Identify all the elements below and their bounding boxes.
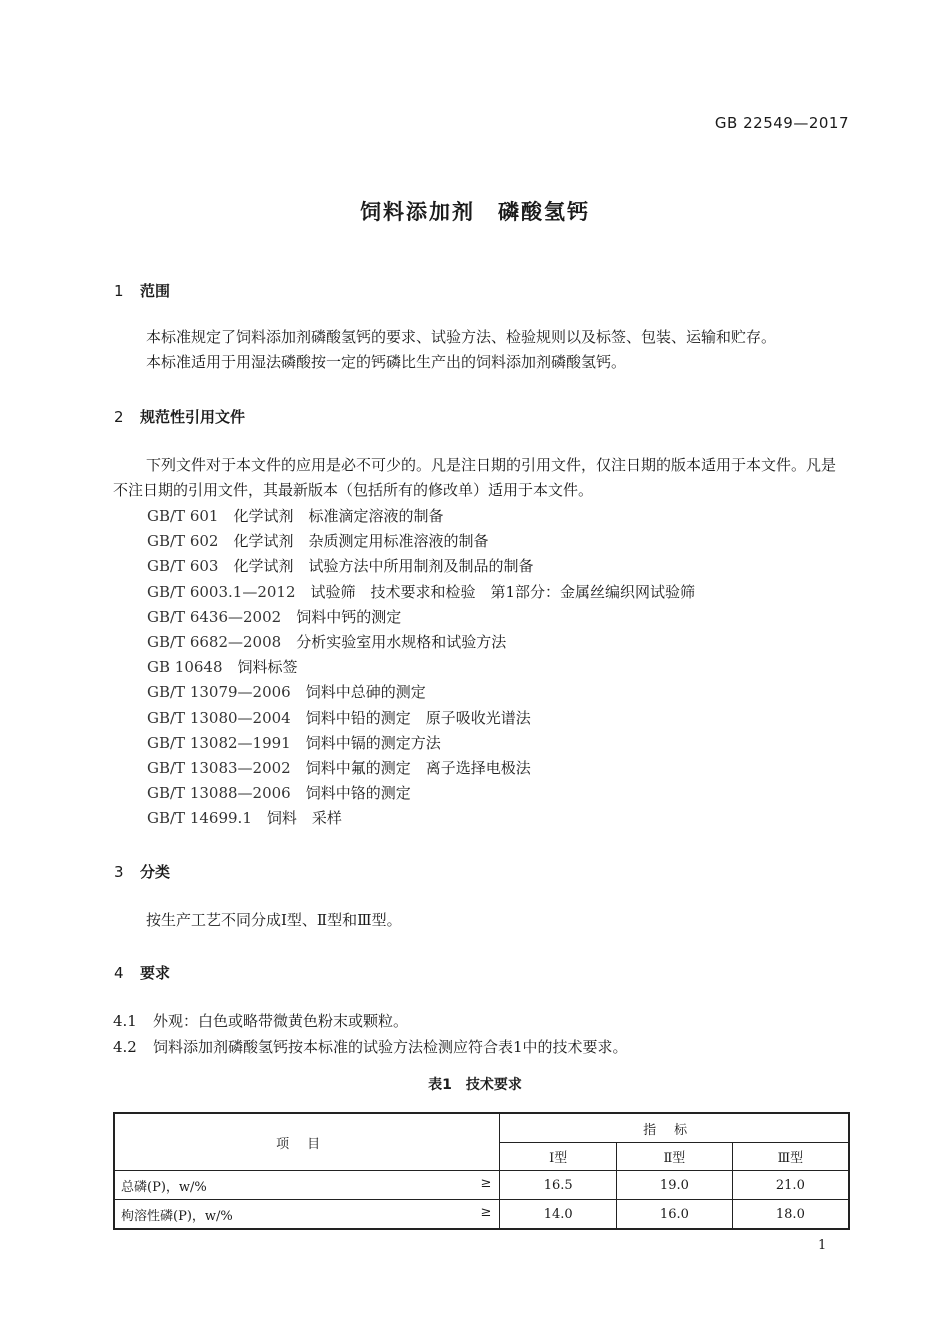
clause-4-1 <box>113 1010 408 1031</box>
reference-item <box>147 529 695 554</box>
table-header-index: 指标 <box>500 1113 849 1143</box>
section-number: 2 <box>114 408 124 426</box>
standard-code: GB 22549—2017 <box>714 114 849 132</box>
reference-item <box>147 680 695 705</box>
reference-title: 饲料中铬的测定 <box>305 784 411 803</box>
reference-title: 饲料中氟的测定 离子选择电极法 <box>305 758 531 777</box>
table-cell: 21.0 <box>732 1171 849 1200</box>
row-label-text: 枸溶性磷(P)，w/% <box>121 1208 233 1224</box>
scope-paragraph-2: 本标准适用于用湿法磷酸按一定的钙磷比生产出的饲料添加剂磷酸氢钙。 <box>146 353 627 371</box>
reference-item <box>147 580 695 605</box>
section-title: 要求 <box>140 964 171 982</box>
page-number: 1 <box>818 1238 827 1253</box>
reference-title: 化学试剂 标准滴定溶液的制备 <box>233 507 444 525</box>
reference-code: GB/T 6682—2008 <box>147 632 282 651</box>
section-2-heading <box>114 406 245 427</box>
reference-item <box>147 605 695 630</box>
references-intro: 下列文件对于本文件的应用是必不可少的。凡是注日期的引用文件，仅注日期的版本适用于本文件。凡是不注日期的引用文件，其最新版本（包括所有的修改单）适用于本文件。 <box>113 456 837 499</box>
reference-code: GB/T 13083—2002 <box>147 758 291 777</box>
clause-4-2 <box>113 1036 628 1057</box>
section-number: 4 <box>114 964 124 982</box>
reference-code: GB/T 601 <box>147 507 219 525</box>
table-cell: 16.5 <box>500 1171 617 1200</box>
reference-item <box>147 706 695 731</box>
classification-paragraph: 按生产工艺不同分成Ⅰ型、Ⅱ型和Ⅲ型。 <box>146 911 402 929</box>
clause-number: 4.1 <box>113 1012 137 1030</box>
clause-text: 外观：白色或略带微黄色粉末或颗粒。 <box>153 1012 409 1030</box>
table-cell: 16.0 <box>617 1200 733 1230</box>
reference-item <box>147 630 695 655</box>
reference-title: 化学试剂 杂质测定用标准溶液的制备 <box>233 532 489 551</box>
reference-item <box>147 504 695 529</box>
table-row <box>114 1171 849 1200</box>
reference-code: GB/T 13079—2006 <box>147 683 291 702</box>
table-cell: 19.0 <box>617 1171 733 1200</box>
section-title: 规范性引用文件 <box>140 408 246 426</box>
section-4-heading <box>114 962 170 983</box>
section-number: 1 <box>114 282 124 300</box>
section-title: 分类 <box>140 863 171 881</box>
table-header-type-2: Ⅱ型 <box>617 1143 733 1171</box>
reference-code: GB/T 13088—2006 <box>147 784 291 803</box>
section-number: 3 <box>114 863 124 881</box>
reference-title: 试验筛 技术要求和检验 第1部分：金属丝编织网试验筛 <box>310 582 696 601</box>
table-row <box>114 1200 849 1230</box>
document-title: 饲料添加剂 磷酸氢钙 <box>360 200 590 224</box>
reference-code: GB/T 13080—2004 <box>147 708 291 727</box>
reference-code: GB 10648 <box>147 658 223 677</box>
reference-code: GB/T 13082—1991 <box>147 733 291 752</box>
section-title: 范围 <box>140 282 171 300</box>
scope-paragraph-1: 本标准规定了饲料添加剂磷酸氢钙的要求、试验方法、检验规则以及标签、包装、运输和贮存。 <box>146 328 777 346</box>
reference-title: 饲料标签 <box>237 658 298 677</box>
reference-code: GB/T 6003.1—2012 <box>147 582 296 601</box>
reference-title: 化学试剂 试验方法中所用制剂及制品的制备 <box>233 557 534 576</box>
reference-title: 饲料中铅的测定 原子吸收光谱法 <box>305 708 531 727</box>
table-row-label <box>114 1200 500 1230</box>
table-cell: 14.0 <box>500 1200 617 1230</box>
reference-item <box>147 781 695 806</box>
reference-code: GB/T 6436—2002 <box>147 607 282 626</box>
requirements-table <box>113 1112 850 1230</box>
reference-item <box>147 554 695 579</box>
reference-item <box>147 731 695 756</box>
row-comparison-sign: ≥ <box>480 1176 492 1191</box>
reference-title: 饲料中镉的测定方法 <box>305 733 441 752</box>
table-header-type-1: Ⅰ型 <box>500 1143 617 1171</box>
reference-title: 饲料 采样 <box>266 809 342 828</box>
reference-item <box>147 806 695 831</box>
reference-title: 饲料中钙的测定 <box>296 607 402 626</box>
reference-item <box>147 756 695 781</box>
clause-text: 饲料添加剂磷酸氢钙按本标准的试验方法检测应符合表1中的技术要求。 <box>153 1038 628 1056</box>
reference-code: GB/T 14699.1 <box>147 809 252 828</box>
row-comparison-sign: ≥ <box>480 1205 492 1220</box>
clause-number: 4.2 <box>113 1038 137 1056</box>
reference-title: 饲料中总砷的测定 <box>305 683 426 702</box>
reference-item <box>147 655 695 680</box>
row-label-text: 总磷(P)，w/% <box>121 1179 207 1195</box>
table-header-item: 项目 <box>114 1113 500 1171</box>
reference-title: 分析实验室用水规格和试验方法 <box>296 632 507 651</box>
reference-list <box>147 504 695 831</box>
table-cell: 18.0 <box>732 1200 849 1230</box>
section-1-heading <box>114 280 170 301</box>
table-header-type-3: Ⅲ型 <box>732 1143 849 1171</box>
section-3-heading <box>114 861 170 882</box>
table-caption: 表1 技术要求 <box>428 1077 522 1093</box>
reference-code: GB/T 603 <box>147 557 219 576</box>
reference-code: GB/T 602 <box>147 532 219 551</box>
table-row-label <box>114 1171 500 1200</box>
